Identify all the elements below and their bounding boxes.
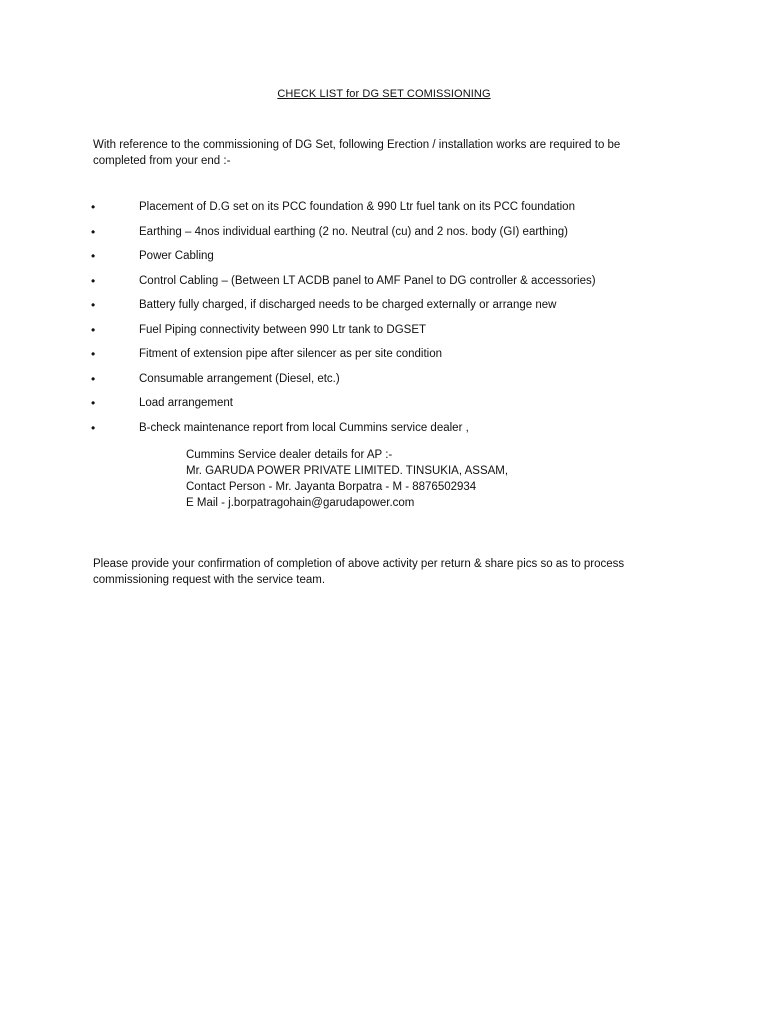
list-item xyxy=(93,371,596,396)
list-item-text: Fuel Piping connectivity between 990 Ltr tank to DGSET xyxy=(139,323,427,336)
list-item xyxy=(93,346,596,371)
list-item xyxy=(93,224,596,249)
dealer-heading: Cummins Service dealer details for AP :- xyxy=(186,449,393,461)
bullet-icon: • xyxy=(91,347,96,361)
dealer-contact: Contact Person - Mr. Jayanta Borpatra - M - 8876502934 xyxy=(186,481,477,493)
list-item-text: Control Cabling – (Between LT ACDB panel to AMF Panel to DG controller & accessories) xyxy=(139,274,596,287)
intro-paragraph: With reference to the commissioning of DG Set, following Erection / installation works are required to be completed from your end :- xyxy=(93,139,621,167)
list-item xyxy=(93,395,596,420)
list-item xyxy=(93,297,596,322)
dealer-email: E Mail - j.borpatragohain@garudapower.com xyxy=(186,497,415,509)
closing-paragraph: Please provide your confirmation of completion of above activity per return & share pics so as to process commissioning request with the service team. xyxy=(93,558,625,586)
list-item-text: Consumable arrangement (Diesel, etc.) xyxy=(139,372,340,385)
bullet-icon: • xyxy=(91,200,96,214)
list-item-text: Fitment of extension pipe after silencer as per site condition xyxy=(139,348,442,360)
bullet-icon: • xyxy=(91,322,96,337)
list-item-text: Placement of D.G set on its PCC foundation & 990 Ltr fuel tank on its PCC foundation xyxy=(139,201,575,213)
bullet-icon: • xyxy=(91,298,96,312)
bullet-icon: • xyxy=(91,371,96,386)
document-title: CHECK LIST for DG SET COMISSIONING xyxy=(277,88,491,100)
bullet-icon: • xyxy=(91,249,96,263)
list-item xyxy=(93,248,596,273)
list-item-text: Load arrangement xyxy=(139,397,233,409)
bullet-icon: • xyxy=(91,224,96,239)
bullet-icon: • xyxy=(91,273,96,288)
list-item xyxy=(93,322,596,347)
checklist xyxy=(93,199,596,444)
list-item-text: Power Cabling xyxy=(139,250,214,262)
list-item xyxy=(93,420,596,445)
bullet-icon: • xyxy=(91,420,96,435)
list-item xyxy=(93,273,596,298)
dealer-details xyxy=(186,447,508,511)
list-item-text: B-check maintenance report from local Cummins service dealer , xyxy=(139,421,469,434)
list-item-text: Earthing – 4nos individual earthing (2 no. Neutral (cu) and 2 nos. body (GI) earthing) xyxy=(139,225,568,238)
dealer-company: Mr. GARUDA POWER PRIVATE LIMITED. TINSUKIA, ASSAM, xyxy=(186,465,509,477)
list-item-text: Battery fully charged, if discharged needs to be charged externally or arrange new xyxy=(139,299,557,311)
bullet-icon: • xyxy=(91,396,96,410)
list-item xyxy=(93,199,596,224)
